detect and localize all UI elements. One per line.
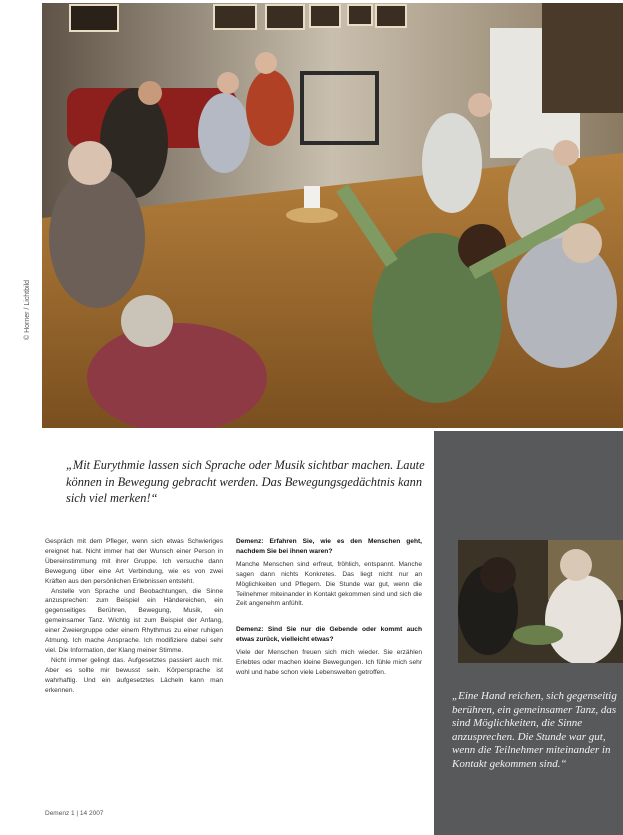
paragraph: Gespräch mit dem Pfleger, wenn sich etwas Schwieriges ereignet hat. Nicht immer hat der Wunsch einer Person in Übereinstimmung mit ihrer Gruppe. Ich versuche dann Bewegung über eine Art Verbindung, wie es von zwei Kräften aus den persönlichen Erlebnissen entsteht. — [45, 538, 223, 585]
side-quote: „Eine Hand reichen, sich gegenseitig berühren, ein gemeinsamer Tanz, das sind Möglichkeiten, die Sinne anzusprechen. Die Stunde war gut, wenn die Teilnehmer miteinander in Kontakt gekommen sind.“ — [452, 690, 617, 770]
paragraph: Manche Menschen sind erfreut, fröhlich, entspannt. Manche sagen dann nichts Konkretes. Das liegt nicht nur an Möglichkeiten und Pflegern. Die Stunde war gut, wenn die Teilnehmer miteinander in Kontakt gekommen sind und sich die Zeit angenehm anfühlt. — [236, 560, 422, 608]
side-photo-illustration — [458, 540, 623, 663]
interview-question: Demenz: Erfahren Sie, wie es den Menschen geht, nachdem Sie bei ihnen waren? — [236, 538, 422, 555]
text-column-2 — [236, 537, 422, 678]
pull-quote: „Mit Eurythmie lassen sich Sprache oder Musik sichtbar machen. Laute können in Bewegung gebracht werden. Das Bewegungsgedächtnis kann sich viel merken!“ — [66, 458, 425, 505]
paragraph: Viele der Menschen freuen sich mich wieder. Sie erzählen Erlebtes oder machen kleine Bewegungen. Ich fühle mich sehr wohl und habe schon viele Lebenswelten getroffen. — [236, 649, 422, 676]
paragraph: Nicht immer gelingt das. Aufgesetztes passiert auch mir. Aber es sollte mir bewusst sein. Körpersprache ist wahrhaftig. Und ein aufgesetztes Lächeln kann man erkennen. — [45, 656, 223, 694]
page-footer: Demenz 1 | 14 2007 — [45, 810, 104, 817]
text-column-1 — [45, 537, 223, 696]
main-photo-illustration — [42, 3, 623, 428]
main-photo — [42, 3, 623, 428]
side-photo — [458, 540, 623, 663]
photo-credit: © Horner / Lichtbild — [24, 279, 31, 340]
paragraph: Anstelle von Sprache und Beobachtungen, die Sinne anzusprechen: zum Beispiel ein Händereichen, ein gegenseitiges Berühren, Bewegung, Musik, ein gemeinsamer Tanz. Wichtig ist zum Beispiel der Anfang, einer Zweiergruppe oder einem Rhythmus zu einer ruhigen Atmung. Ich mache Ansprache. Ich modifiziere dabei sehr viel. Die Information, der Klang meiner Stimme. — [45, 587, 223, 654]
interview-question: Demenz: Sind Sie nur die Gebende oder kommt auch etwas zurück, vielleicht etwas? — [236, 626, 422, 644]
